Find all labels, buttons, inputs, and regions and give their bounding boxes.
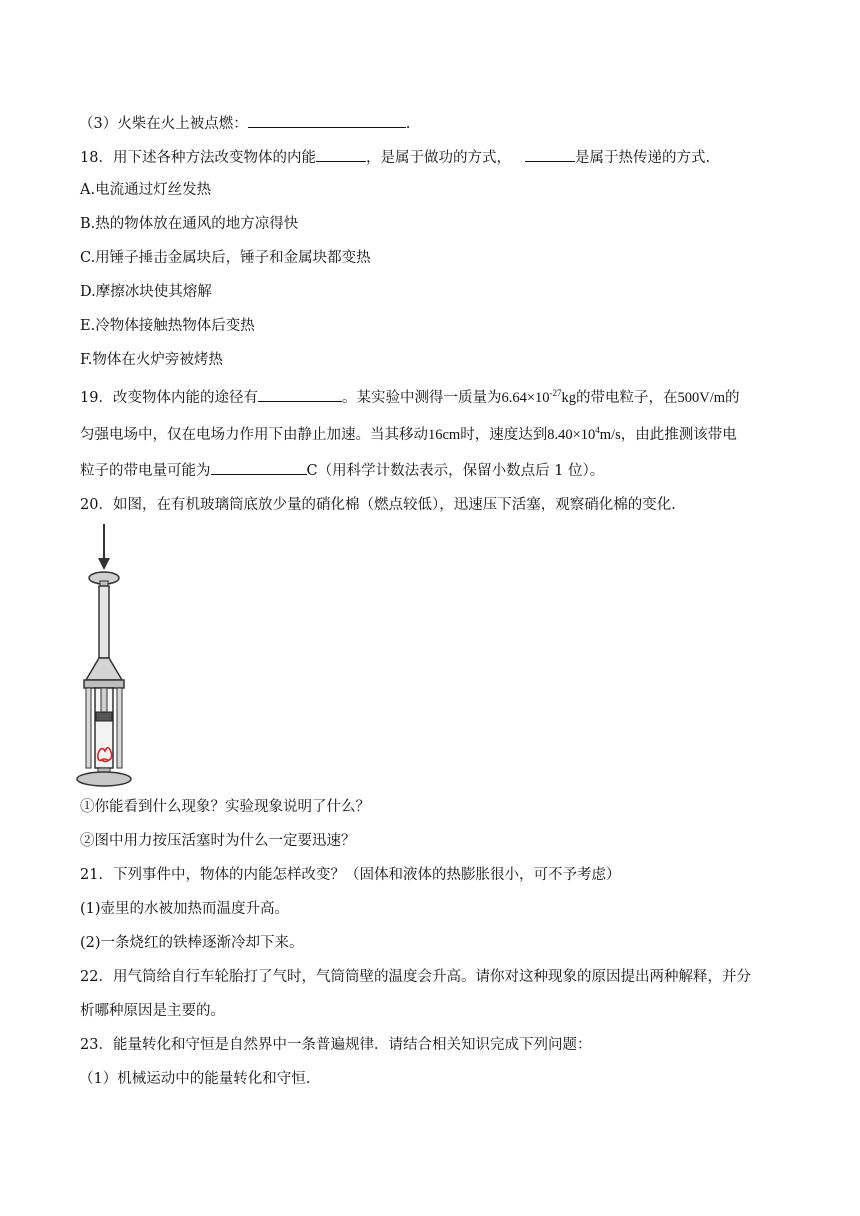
field-strength: 500V/m — [677, 390, 726, 406]
q20-sub1: ①你能看到什么现象？实验现象说明了什么？ — [80, 799, 370, 815]
distance-value: 16cm — [428, 427, 461, 443]
q18-option-f: F.物体在火炉旁被烤热 — [80, 352, 223, 368]
q18-text-2: ，是属于做功的方式， — [365, 150, 511, 166]
answer-blank[interactable] — [316, 146, 366, 162]
q19-text-6: 时，速度达到 — [460, 427, 548, 443]
piston-cylinder-figure — [76, 522, 140, 788]
answer-blank[interactable] — [525, 146, 575, 162]
q19-text-8: 粒子的带电量可能为 — [80, 463, 211, 479]
q21-sub2: (2)一条烧红的铁棒逐渐冷却下来。 — [80, 935, 304, 951]
q20-sub2: ②图中用力按压活塞时为什么一定要迅速？ — [80, 833, 356, 849]
q21-stem: 21．下列事件中，物体的内能怎样改变？（固体和液体的热膨胀很小，可不予考虑） — [80, 867, 621, 883]
q18-text-1: 18．用下述各种方法改变物体的内能 — [80, 150, 316, 166]
q20-stem: 20．如图，在有机玻璃筒底放少量的硝化棉（燃点较低），迅速压下活塞，观察硝化棉的变化. — [80, 497, 676, 513]
q18-text-3: 是属于热传递的方式. — [574, 150, 711, 166]
particle-mass: $6.64\times 10^{-27}kg$ — [501, 388, 577, 406]
q23-sub1: （1）机械运动中的能量转化和守恒. — [79, 1071, 311, 1087]
q19-text-7: ，由此推测该带电 — [620, 427, 737, 443]
piston-cylinder-apparatus-icon — [76, 522, 140, 788]
q22-line-1: 22．用气筒给自行车轮胎打了气时，气筒筒壁的温度会升高。请你对这种现象的原因提出两种解释，并分 — [80, 969, 751, 985]
q19-text-2: 。某实验中测得一质量为 — [341, 390, 502, 406]
q19-line-2 — [80, 425, 737, 445]
q19-text-4: 的 — [725, 390, 740, 406]
answer-blank[interactable] — [248, 112, 406, 128]
q19-line-3 — [80, 459, 604, 481]
answer-blank[interactable] — [211, 459, 307, 475]
q18-option-d: D.摩擦冰块使其熔解 — [80, 284, 212, 300]
q19-text-9: C（用科学计数法表示，保留小数点后 1 位）。 — [306, 463, 605, 479]
q19-text-1: 19．改变物体内能的途径有 — [80, 390, 258, 406]
q18-option-a: A.电流通过灯丝发热 — [80, 182, 212, 198]
q22-line-2: 析哪种原因是主要的。 — [80, 1003, 225, 1019]
q19-line-1 — [80, 386, 740, 408]
answer-blank[interactable] — [258, 386, 342, 402]
q19-text-3: 的带电粒子，在 — [576, 390, 678, 406]
speed-value: $8.40\times 10^4m/s$ — [547, 425, 621, 443]
q21-sub1: (1)壶里的水被加热而温度升高。 — [80, 901, 290, 917]
q18-option-c: C.用锤子捶击金属块后，锤子和金属块都变热 — [80, 250, 371, 266]
q17-sub3-text: （3）火柴在火上被点燃： — [79, 116, 248, 132]
q18-stem — [80, 146, 710, 168]
q18-option-b: B.热的物体放在通风的地方凉得快 — [80, 216, 299, 232]
q23-stem: 23．能量转化和守恒是自然界中一条普遍规律．请结合相关知识完成下列问题： — [80, 1037, 592, 1053]
q19-text-5: 匀强电场中，仅在电场力作用下由静止加速。当其移动 — [80, 427, 428, 443]
q17-sub3-end: . — [405, 116, 411, 132]
q17-sub3 — [79, 112, 410, 134]
q18-option-e: E.冷物体接触热物体后变热 — [80, 318, 255, 334]
